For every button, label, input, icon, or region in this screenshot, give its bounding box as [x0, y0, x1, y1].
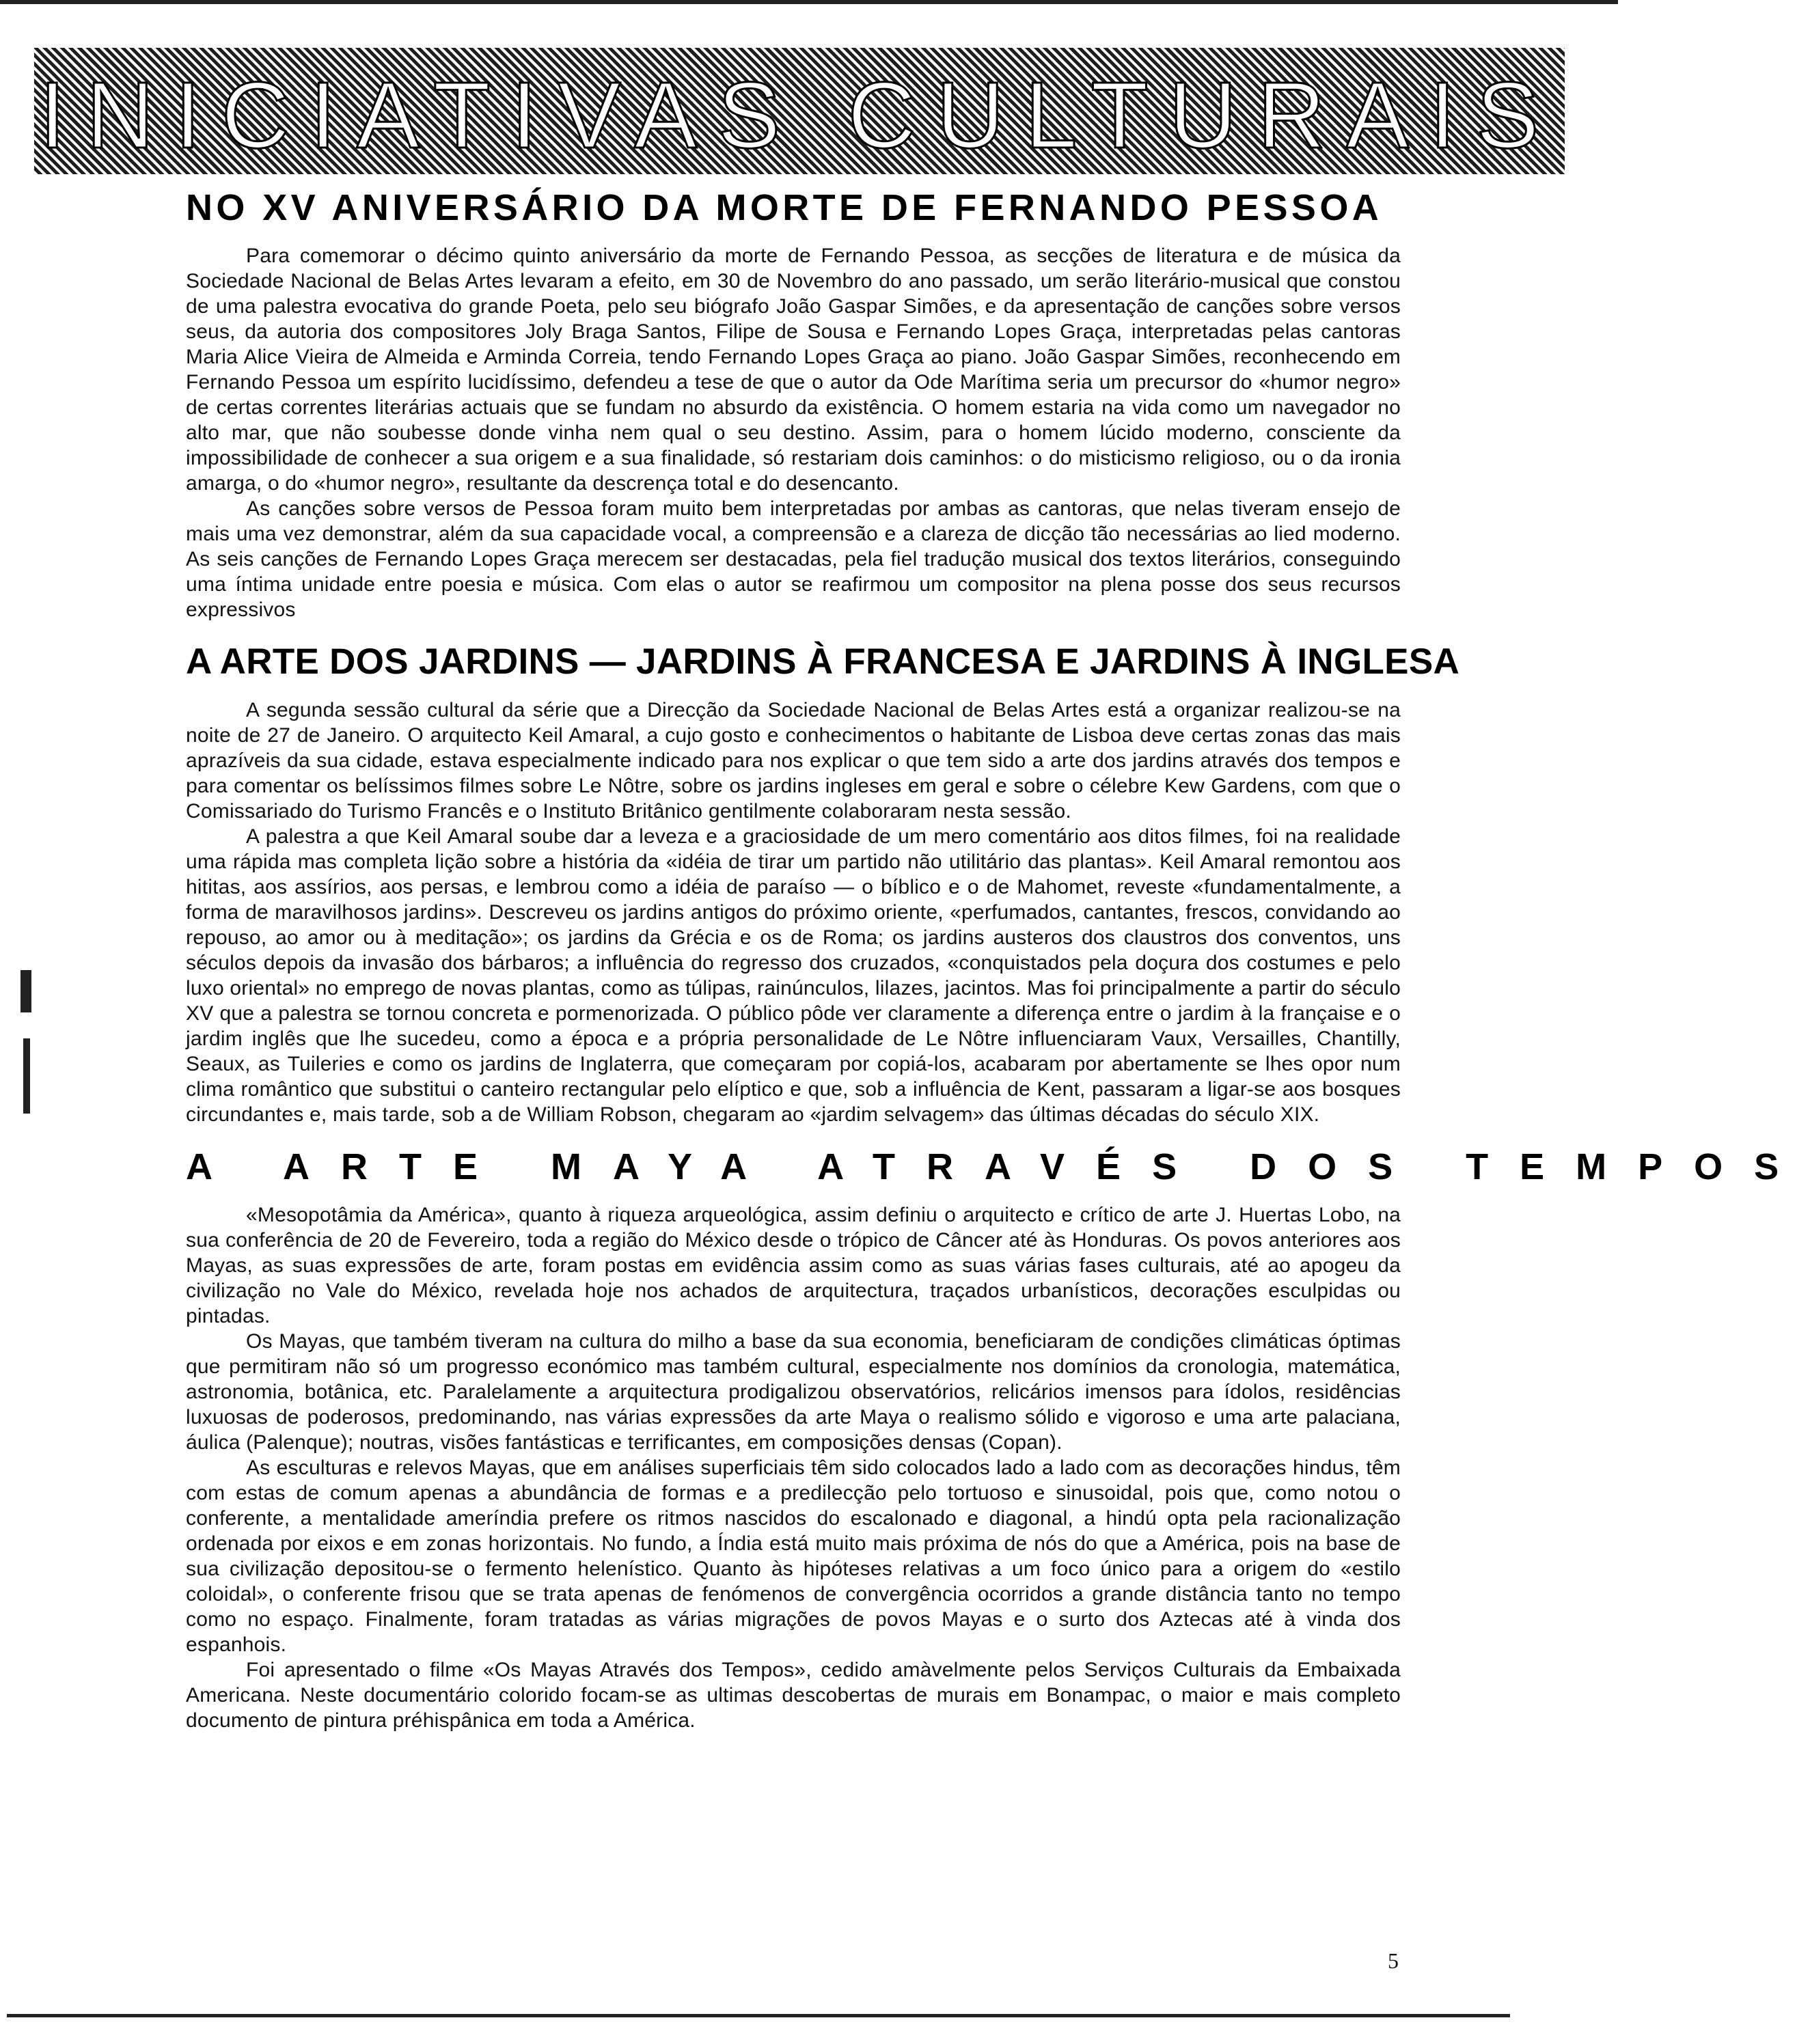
top-rule [0, 0, 1618, 4]
header-banner [34, 48, 1565, 174]
paragraph: A segunda sessão cultural da série que a Direcção da Sociedade Nacional de Belas Artes está a organizar realizou-se na noite de 27 de Janeiro. O arquitecto Keil Amaral, a cujo gosto e conhecimentos o habitante de Lisboa deve certas zonas das mais aprazíveis da sua cidade, estava especialmente indicado para nos explicar o que tem sido a arte dos jardins através dos tempos e para comentar os belíssimos filmes sobre Le Nôtre, sobre os jardins ingleses em geral e sobre o célebre Kew Gardens, com que o Comissariado do Turismo Francês e o Instituto Britânico gentilmente colaboraram nesta sessão. [186, 699, 1401, 823]
paragraph: Para comemorar o décimo quinto aniversário da morte de Fernando Pessoa, as secções de literatura e de música da Sociedade Nacional de Belas Artes levaram a efeito, em 30 de Novembro do ano passado, um serão literário-musical que constou de uma palestra evocativa do grande Poeta, pelo seu biógrafo João Gaspar Simões, e da apresentação de canções sobre versos seus, da autoria dos compositores Joly Braga Santos, Filipe de Sousa e Fernando Lopes Graça, interpretadas pelas cantoras Maria Alice Vieira de Almeida e Arminda Correia, tendo Fernando Lopes Graça ao piano. João Gaspar Simões, reconhecendo em Fernando Pessoa um espírito lucidíssimo, defendeu a tese de que o autor da Ode Marítima seria um precursor do «humor negro» de certas correntes literárias actuais que se fundam no absurdo da existência. O homem estaria na vida como um navegador no alto mar, que não soubesse donde vinha nem qual o seu destino. Assim, para o homem lúcido moderno, consciente da impossibilidade de conhecer a sua origem e a sua finalidade, só restariam dois caminhos: o do misticismo religioso, ou o da ironia amarga, o do «humor negro», resultante da descrença total e do desencanto. [186, 245, 1401, 495]
section-pessoa [186, 186, 1401, 622]
margin-mark [23, 1038, 30, 1114]
paragraph: «Mesopotâmia da América», quanto à riqueza arqueológica, assim definiu o arquitecto e crítico de arte J. Huertas Lobo, na sua conferência de 20 de Fevereiro, toda a região do México desde o trópico de Câncer até às Honduras. Os povos anteriores aos Mayas, as suas expressões de arte, foram postas em evidência assim como as suas várias fases culturais, até ao apogeu da civilização no Vale do México, revelada hoje nos achados de arquitectura, traçados urbanísticos, decorações esculpidas ou pintadas. [186, 1204, 1401, 1327]
article-body [186, 186, 1810, 1751]
paragraph: Foi apresentado o filme «Os Mayas Através dos Tempos», cedido amàvelmente pelos Serviços Culturais da Embaixada Americana. Neste documentário colorido focam-se as ultimas descobertas de murais em Bonampac, o maior e mais completo documento de pintura préhispânica em toda a América. [186, 1659, 1401, 1732]
section-title: NO XV ANIVERSÁRIO DA MORTE DE FERNANDO PESSOA [186, 187, 1383, 228]
section-maya [186, 1145, 1810, 1733]
paragraph: Os Mayas, que também tiveram na cultura do milho a base da sua economia, beneficiaram de condições climáticas óptimas que permitiram não só um progresso económico mas também cultural, especialmente nos domínios da cronologia, matemática, astronomia, botânica, etc. Paralelamente a arquitectura prodigalizou observatórios, relicários imensos para ídolos, residências luxuosas de poderosos, predominando, nas várias expressões da arte Maya o realismo sólido e vigoroso e uma arte palaciana, áulica (Palenque); noutras, visões fantásticas e terrificantes, em composições densas (Copan). [186, 1330, 1401, 1454]
paragraph: A palestra a que Keil Amaral soube dar a leveza e a graciosidade de um mero comentário aos ditos filmes, foi na realidade uma rápida mas completa lição sobre a história da «idéia de tirar um partido não utilitário das plantas». Keil Amaral remontou aos hititas, aos assírios, aos persas, e lembrou como a idéia de paraíso — o bíblico e o de Mahomet, reveste «fundamentalmente, a forma de maravilhosos jardins». Descreveu os jardins antigos do próximo oriente, «perfumados, cantantes, frescos, convidando ao repouso, ao amor ou à meditação»; os jardins da Grécia e os de Roma; os jardins austeros dos claustros dos conventos, uns séculos depois da invasão dos bárbaros; a influência do regresso dos cruzados, «conquistados pela doçura dos costumes e pelo luxo oriental» no emprego de novas plantas, como as túlipas, rainúnculos, lilazes, jacintos. Mas foi principalmente a partir do século XV que a palestra se tornou concreta e pormenorizada. O público pôde ver claramente a diferença entre o jardim à la française e o jardim inglês que lhe sucedeu, como a época e a própria personalidade de Le Nôtre influenciaram Vaux, Versailles, Chantilly, Seaux, as Tuileries e como os jardins de Inglaterra, que começaram por copiá-los, acabaram por abertamente se lhes opor num clima romântico que substitui o canteiro rectangular pelo elíptico e que, sob a influência de Kent, passaram a ligar-se aos bosques circundantes e, mais tarde, sob a de William Robson, chegaram ao «jardim selvagem» das últimas décadas do século XIX. [186, 825, 1401, 1126]
paragraph: As canções sobre versos de Pessoa foram muito bem interpretadas por ambas as cantoras, que nelas tiveram ensejo de mais uma vez demonstrar, além da sua capacidade vocal, a compreensão e a clareza de dicção tão necessárias ao lied moderno. As seis canções de Fernando Lopes Graça merecem ser destacadas, pela fiel tradução musical dos textos literários, conseguindo uma íntima unidade entre poesia e música. Com elas o autor se reafirmou um compositor na plena posse dos seus recursos expressivos [186, 497, 1401, 621]
page-number: 5 [1388, 1948, 1399, 1973]
banner-title: INICIATIVAS CULTURAIS [39, 63, 1560, 168]
section-title: A ARTE MAYA ATRAVÉS DOS TEMPOS [186, 1146, 1810, 1187]
paragraph: As esculturas e relevos Mayas, que em análises superficiais têm sido colocados lado a lado com as decorações hindus, têm com estas de comum apenas a abundância de formas e a predilecção pelo tortuoso e sinusoidal, pois que, como notou o conferente, a mentalidade ameríndia prefere os ritmos nascidos do escalonado e diagonal, a hindú opta pela racionalização ordenada por eixos e em zonas horizontais. No fundo, a Índia está muito mais próxima de nós do que a América, pois na base de sua civilização depositou-se o fermento helenístico. Quanto às hipóteses relativas a um foco único para a origem do «estilo coloidal», o conferente frisou que se trata apenas de fenómenos de convergência ocorridos a grande distância tanto no tempo como no espaço. Finalmente, foram tratadas as várias migrações de povos Mayas e o surto dos Aztecas até à vinda dos espanhois. [186, 1456, 1401, 1656]
section-jardins [186, 640, 1460, 1127]
bottom-rule [7, 2014, 1510, 2017]
section-title: A ARTE DOS JARDINS — JARDINS À FRANCESA E JARDINS À INGLESA [186, 641, 1460, 682]
margin-mark [20, 970, 31, 1012]
